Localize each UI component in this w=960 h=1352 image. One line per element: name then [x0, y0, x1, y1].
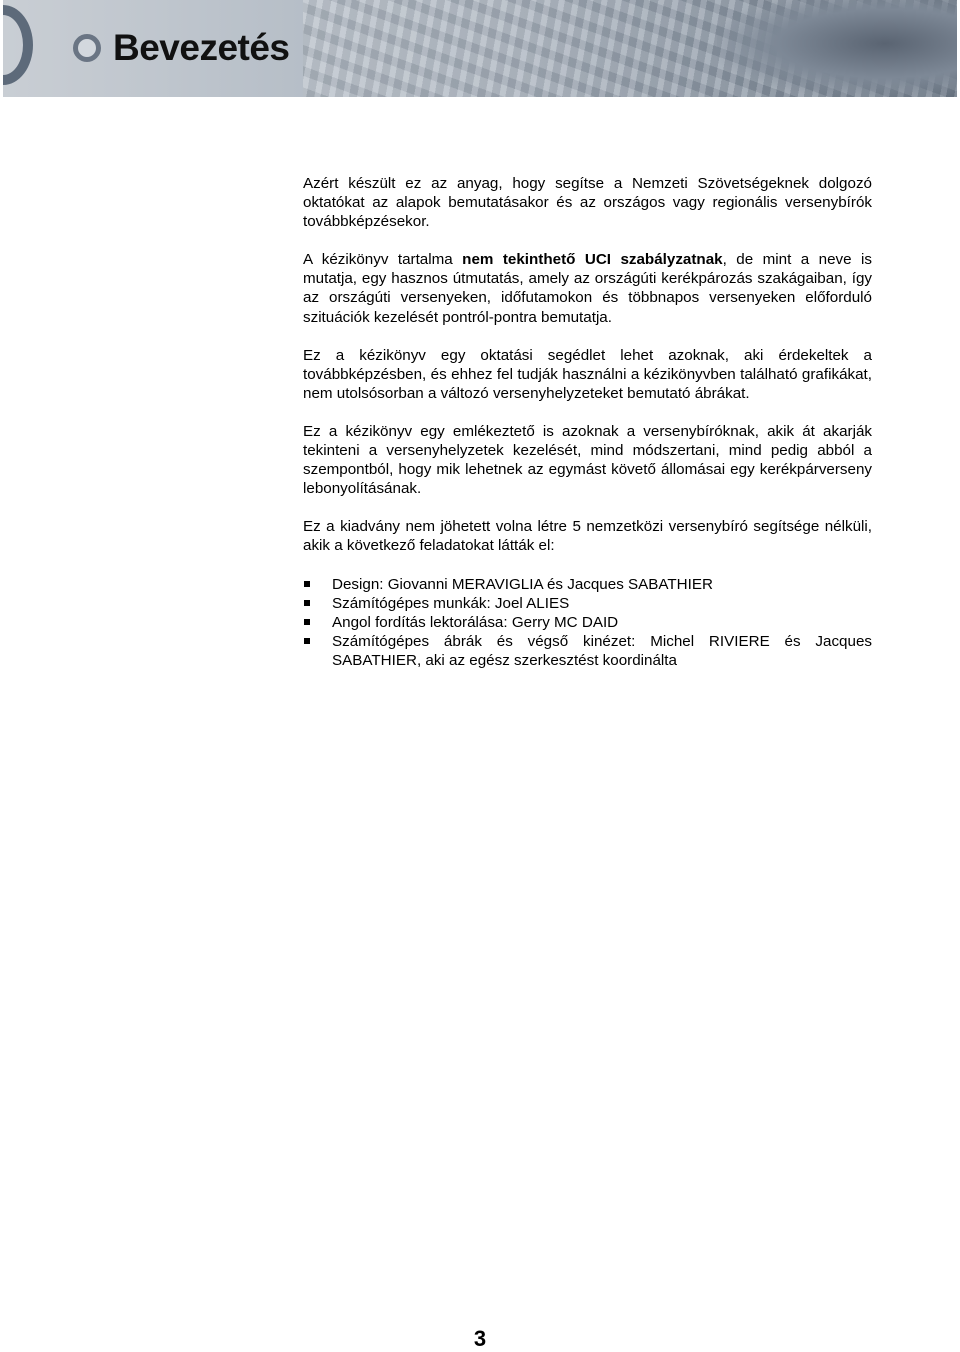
page-number: 3 — [473, 1326, 487, 1351]
page-title: Bevezetés — [113, 27, 290, 68]
list-item-text: Design: Giovanni MERAVIGLIA és Jacques SABATHIER — [332, 575, 713, 593]
circle-arc-decoration-icon — [3, 5, 33, 85]
square-bullet-icon — [304, 638, 310, 644]
header-banner — [3, 0, 957, 97]
paragraph-purpose: Azért készült ez az anyag, hogy segítse a Nemzeti Szövetségeknek dolgozó oktatókat az alapok bemutatásakor és az országos vagy regionális versenybírók továbbképzésekor. — [303, 175, 872, 231]
paragraph-text: , de mint a neve is mutatja, egy hasznos útmutatás, amely az országúti kerékpározás szakágaiban, így az országúti versenyeken, időfutamokon és többnapos versenyeken előforduló szituációk kezelését pontról-pontra bemutatja. — [303, 251, 872, 326]
list-item — [303, 575, 872, 594]
bold-phrase: nem tekinthető UCI szabályzatnak — [462, 251, 723, 269]
circle-bullet-icon — [73, 34, 101, 62]
paragraph-reminder: Ez a kézikönyv egy emlékeztető is azoknak a versenybíróknak, akik át akarják tekinteni a versenyhelyzetek kezelését, mind módszertani, mind pedig abból a szempontból, hogy mik lehetnek az egymást követő állomásai egy kerékpárverseny lebonyolításának. — [303, 422, 872, 498]
square-bullet-icon — [304, 619, 310, 625]
list-item — [303, 594, 872, 613]
list-item — [303, 632, 872, 670]
riders-photo-shade — [717, 0, 957, 97]
list-item-text: Angol fordítás lektorálása: Gerry MC DAID — [332, 613, 619, 631]
credits-list — [303, 575, 872, 670]
list-item — [303, 613, 872, 632]
square-bullet-icon — [304, 581, 310, 587]
paragraph-contributors: Ez a kiadvány nem jöhetett volna létre 5 nemzetközi versenybíró segítsége nélküli, akik a következő feladatokat látták el: — [303, 518, 872, 555]
list-item-text: Számítógépes ábrák és végső kinézet: Michel RIVIERE és Jacques SABATHIER, aki az egész szerkesztést koordinálta — [332, 632, 872, 669]
list-item-text: Számítógépes munkák: Joel ALIES — [332, 594, 570, 612]
square-bullet-icon — [304, 600, 310, 606]
main-content — [303, 174, 872, 670]
paragraph-text: A kézikönyv tartalma — [303, 251, 463, 269]
paragraph-content-scope — [303, 250, 872, 326]
paragraph-training-aid: Ez a kézikönyv egy oktatási segédlet lehet azoknak, aki érdekeltek a továbbképzésben, és ehhez fel tudják használni a kézikönyvben található grafikákat, nem utolsósorban a változó versenyhelyzeteket bemutató ábrákat. — [303, 346, 872, 402]
